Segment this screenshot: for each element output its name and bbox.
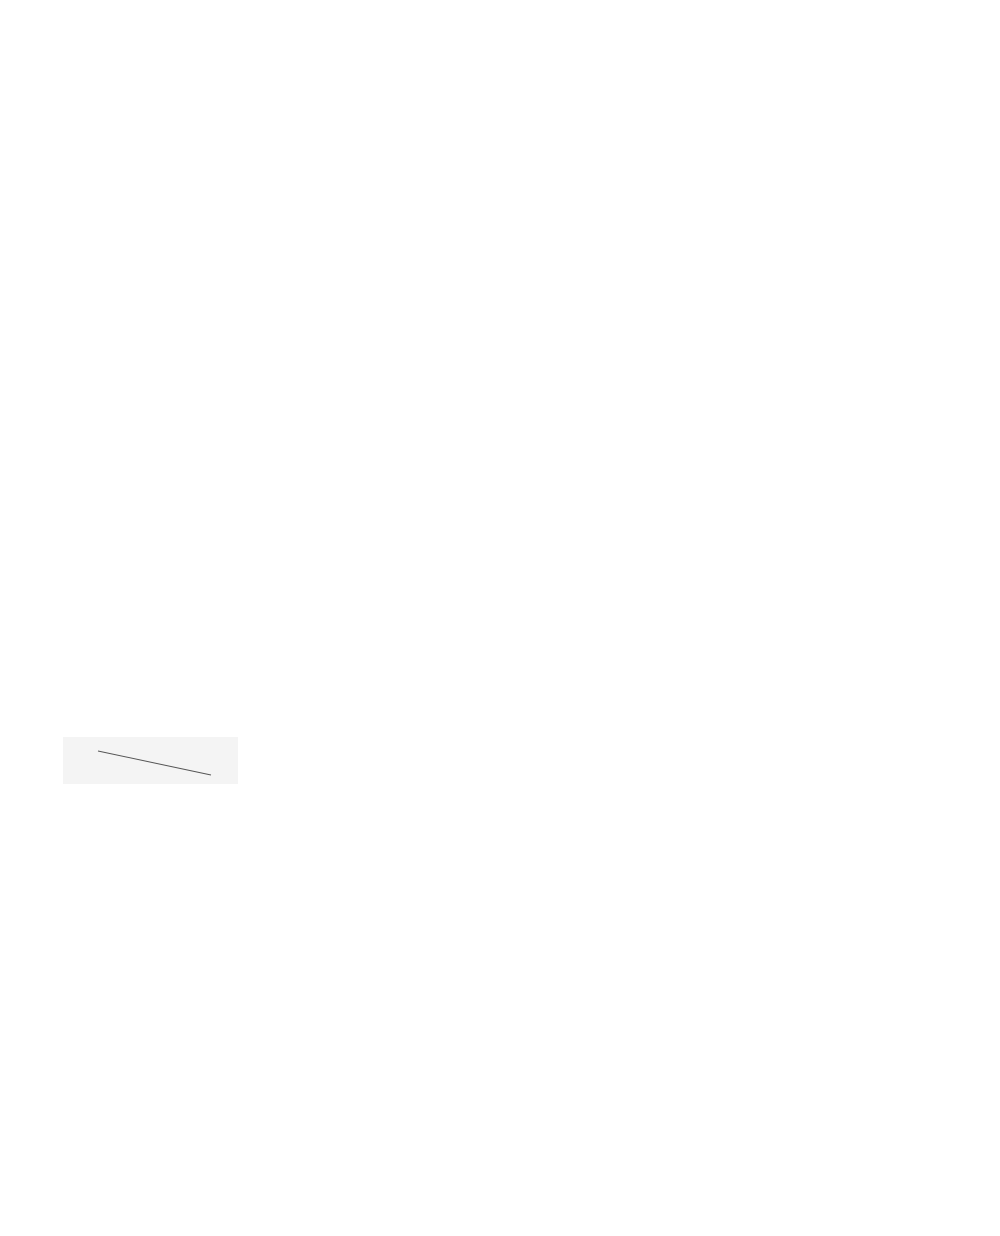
diagonal-divider-icon [63,737,238,784]
recommend-corner-cell [63,737,238,784]
